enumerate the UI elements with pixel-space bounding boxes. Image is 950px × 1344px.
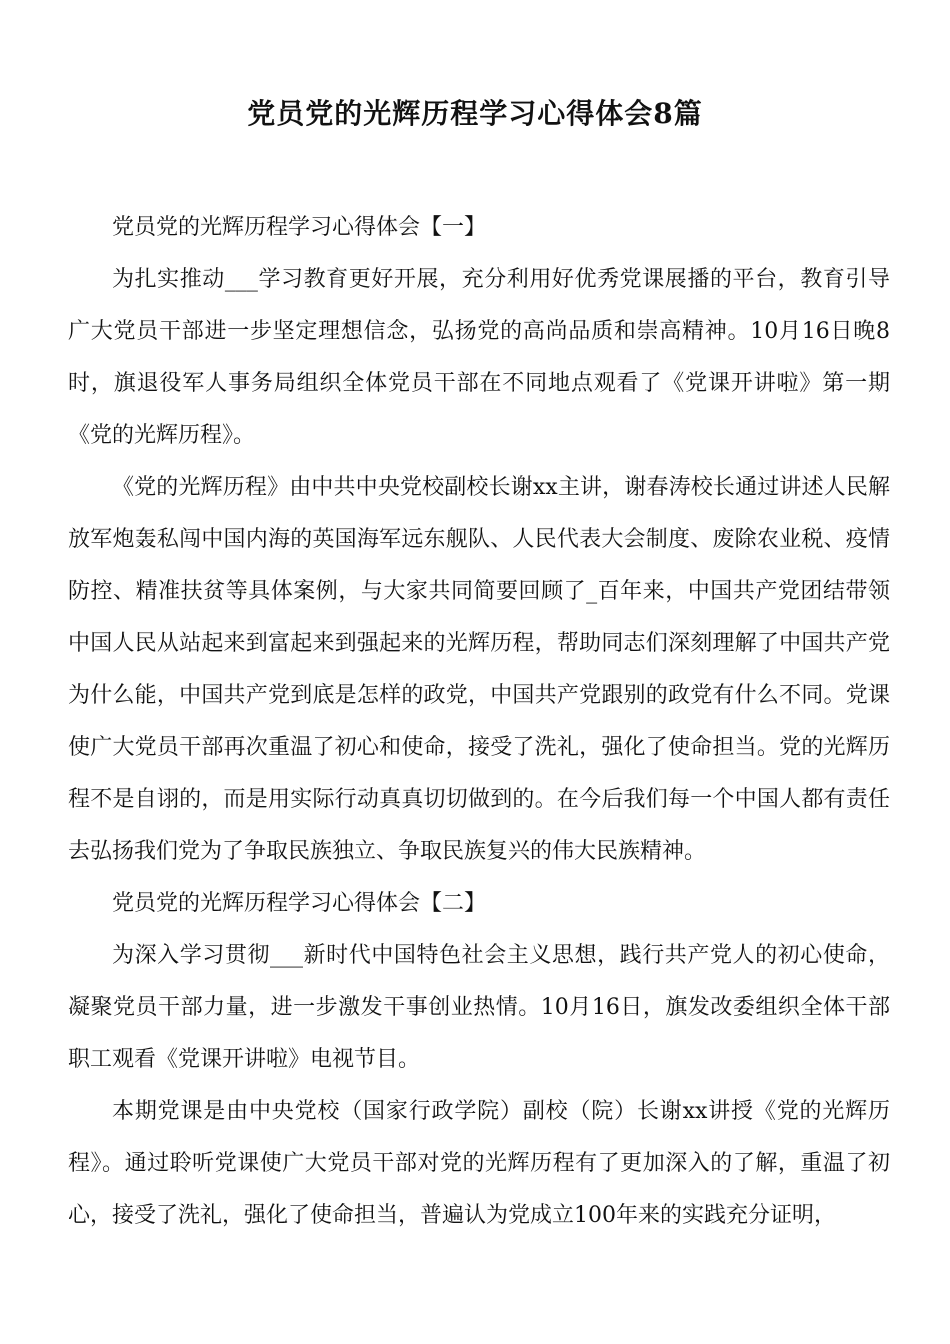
paragraph-2: 《党的光辉历程》由中共中央党校副校长谢xx主讲，谢春涛校长通过讲述人民解放军炮轰私闯中国内海的英国海军远东舰队、人民代表大会制度、废除农业税、疫情防控、精准扶贫等具体案例，与大家共同简要回顾了_百年来，中国共产党团结带领中国人民从站起来到富起来到强起来的光辉历程，帮助同志们深刻理解了中国共产党为什么能，中国共产党到底是怎样的政党，中国共产党跟别的政党有什么不同。党课使广大党员干部再次重温了初心和使命，接受了洗礼，强化了使命担当。党的光辉历程不是自诩的，而是用实际行动真真切切做到的。在今后我们每一个中国人都有责任去弘扬我们党为了争取民族独立、争取民族复兴的伟大民族精神。 [68, 475, 890, 864]
document-title: 党员党的光辉历程学习心得体会8篇 [247, 97, 703, 130]
document-body [68, 202, 890, 1242]
paragraph-1: 为扎实推动___学习教育更好开展，充分利用好优秀党课展播的平台，教育引导广大党员干部进一步坚定理想信念，弘扬党的高尚品质和崇高精神。10月16日晚8时，旗退役军人事务局组织全体党员干部在不同地点观看了《党课开讲啦》第一期《党的光辉历程》。 [68, 267, 890, 448]
paragraph-4: 本期党课是由中央党校（国家行政学院）副校（院）长谢xx讲授《党的光辉历程》。通过聆听党课使广大党员干部对党的光辉历程有了更加深入的了解，重温了初心，接受了洗礼，强化了使命担当，普遍认为党成立100年来的实践充分证明， [68, 1099, 890, 1228]
section-heading-1: 党员党的光辉历程学习心得体会【一】 [112, 215, 487, 240]
section-heading-2: 党员党的光辉历程学习心得体会【二】 [112, 891, 487, 916]
paragraph-3: 为深入学习贯彻___新时代中国特色社会主义思想，践行共产党人的初心使命，凝聚党员干部力量，进一步激发干事创业热情。10月16日，旗发改委组织全体干部职工观看《党课开讲啦》电视节目。 [68, 943, 890, 1072]
